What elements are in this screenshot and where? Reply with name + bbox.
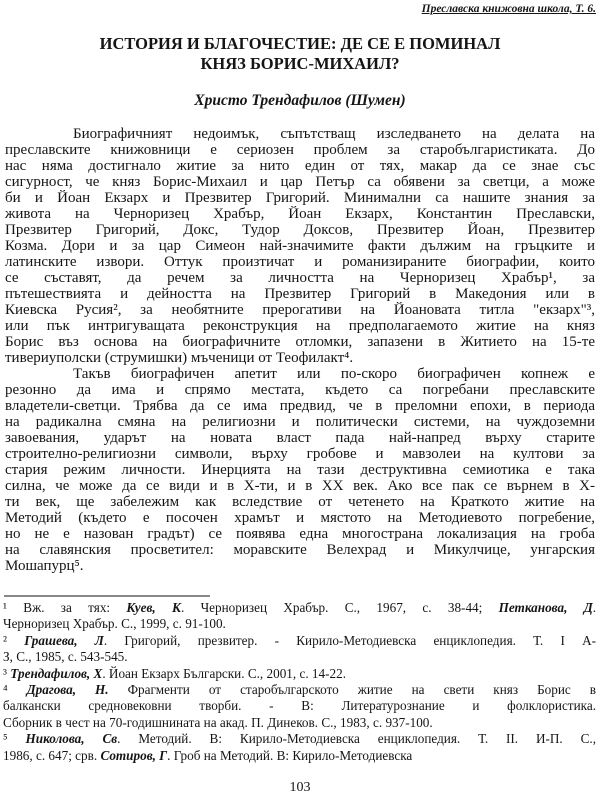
paragraph-line: силна, че може да се види и в X-ти, и в XX век. Ако все пак се върнем в X-	[5, 478, 595, 494]
paragraph-line: пътешествията и дейността на Презвитер Григорий в Македония или в	[5, 286, 595, 302]
footnote-line	[3, 649, 596, 665]
paragraph-line: Козма. Дори и за цар Симеон най-значимите факти дължим на гръцките и	[5, 238, 595, 254]
footnote-number: ²	[3, 632, 25, 648]
footnote-text: балкански средновековни творби. - В: Литературознание и фолклористика.	[3, 698, 596, 714]
paragraph-line: преславските книжовници е сериозен проблем за старобългаристиката. До	[5, 142, 595, 158]
paragraph-line: на радикална смяна на религиозни и политически системи, на чуждоземни	[5, 414, 595, 430]
footnote	[3, 731, 596, 764]
cited-author: Куев, К	[126, 600, 181, 615]
footnote-number: ⁴	[3, 681, 27, 697]
footnote-text: .	[592, 600, 596, 615]
footnote-line	[3, 682, 596, 698]
footnote-text: . Методий. В: Кирило-Методиевска енциклопедия. Т. II. И-П. С.,	[117, 731, 596, 747]
paragraph-line: резонно да има и спрямо местата, където са погребани преславските	[5, 382, 595, 398]
footnote	[3, 600, 596, 633]
footnote-line	[3, 731, 596, 747]
running-header: Преславска книжовна школа, Т. 6.	[421, 3, 596, 15]
footnote	[3, 666, 596, 682]
paragraph-line: строително-религиозни символи, върху гробове и мавзолеи на култови за	[5, 446, 595, 462]
paragraph-line: тивериуполски (струмишки) мъченици от Теофилакт⁴.	[5, 350, 354, 366]
paragraph-line: сигурност, че княз Борис-Михаил и цар Петър са обявени за светци, а може	[5, 174, 595, 190]
cited-author: Сотиров, Г	[100, 747, 168, 763]
paragraph-line: Мошапурц⁵.	[5, 558, 84, 574]
footnote-text: . Йоан Екзарх Български. С., 2001, с. 14-22.	[102, 665, 346, 681]
paragraph-line: или пък интригуващата реконструкция на предполагаемото житие на княз	[5, 318, 595, 334]
footnote-number: ⁵	[3, 731, 26, 747]
paragraph-line: Методий (където е посочен храмът и мястото на Методиевото погребение,	[5, 510, 595, 526]
paragraph-line: живота на Черноризец Храбър, Йоан Екзарх, Константин Преславски,	[5, 206, 595, 222]
footnote	[3, 682, 596, 731]
footnote-line	[3, 698, 596, 714]
footnote	[3, 633, 596, 666]
footnote-text: Черноризец Храбър. С., 1999, с. 91-100.	[3, 616, 226, 632]
paragraph-line: нас няма достигнало житие за нито един от тях, макар да се знае със	[5, 158, 595, 174]
footnote-text: Сборник в чест на 70-годишнината на акад. П. Динеков. С., 1983, с. 937-100.	[3, 714, 433, 730]
paragraph-line: завоевания, ударът на новата власт пада най-напред върху старите	[5, 430, 595, 446]
cited-author: Петканова, Д	[498, 600, 593, 615]
footnote-line	[3, 666, 596, 682]
article-body	[5, 126, 595, 574]
paragraph-line: Такъв биографичен апетит или по-скоро биографичен копнеж е	[73, 366, 595, 382]
footnote-text: . Гроб на Методий. В: Кирило-Методиевска	[167, 747, 413, 763]
footnote-text: . Черноризец Храбър. С., 1967, с. 38-44;	[180, 600, 499, 615]
cited-author: Грашева, Л	[24, 632, 104, 648]
footnotes	[3, 600, 596, 764]
paragraph-line: стария режим личности. Инерцията на тази деструктивна семиотика е така	[5, 462, 595, 478]
paragraph-line: се съставят, да речем за личността на Черноризец Храбър¹, за	[5, 270, 595, 286]
footnote-text: 1986, с. 647; срв.	[3, 747, 101, 763]
footnote-number: ¹	[3, 600, 24, 615]
footnote-line	[3, 715, 596, 731]
paragraph-line: Презвитер Григорий, Докс, Тудор Доксов, Презвитер Йоан, Презвитер	[5, 222, 595, 238]
article-title	[0, 34, 600, 74]
footnote-line	[3, 748, 596, 764]
paragraph-line: владетели-светци. Трябва да се има предвид, че в преломни епохи, в периода	[5, 398, 595, 414]
footnote-line	[3, 616, 596, 632]
footnote-text: . Григорий, презвитер. - Кирило-Методиевска енциклопедия. Т. I А-	[103, 632, 596, 648]
paragraph-line: латинските извори. Оттук произтичат и романизираните биографии, които	[5, 254, 595, 270]
cited-author: Драгова, Н.	[26, 681, 109, 697]
cited-author: Николова, Св	[25, 731, 118, 747]
article-author: Христо Трендафилов (Шумен)	[194, 92, 406, 109]
paragraph-line: Биографичният недоимък, съпътстващ изследването на делата на	[73, 126, 595, 142]
footnote-divider	[4, 595, 210, 597]
footnote-line	[3, 633, 596, 649]
footnote-number: ³	[3, 665, 11, 681]
title-line: ИСТОРИЯ И БЛАГОЧЕСТИЕ: ДЕ СЕ Е ПОМИНАЛ	[99, 34, 501, 53]
cited-author: Трендафилов, Х	[10, 665, 103, 681]
footnote-line	[3, 600, 596, 616]
footnote-text: Вж. за тях:	[23, 600, 127, 615]
footnote-text: З, С., 1985, с. 543-545.	[3, 649, 128, 665]
paragraph-line: ти век, ще забележим как вследствие от четенето на Краткото житие на	[5, 494, 595, 510]
title-line: КНЯЗ БОРИС-МИХАИЛ?	[200, 54, 400, 73]
paragraph-line: Борис въз основа на биографичните отломки, запазени в Житието на 15-те	[5, 334, 595, 350]
paragraph-line: Киевска Русия², за необятните прерогативи на Йоановата титла "екзарх"³,	[5, 302, 595, 318]
page-number: 103	[289, 780, 311, 795]
footnote-text: Фрагменти от старобългарското житие на свети княз Борис в	[108, 681, 596, 697]
paragraph-line: на славянския просветител: моравските Велехрад и Микулчице, унгарския	[5, 542, 595, 558]
paragraph-line: но не е назован градът) се появява една многострана локализация на гроба	[5, 526, 595, 542]
paragraph-line: би и Йоан Екзарх и Презвитер Григорий. Минимални са нашите знания за	[5, 190, 595, 206]
